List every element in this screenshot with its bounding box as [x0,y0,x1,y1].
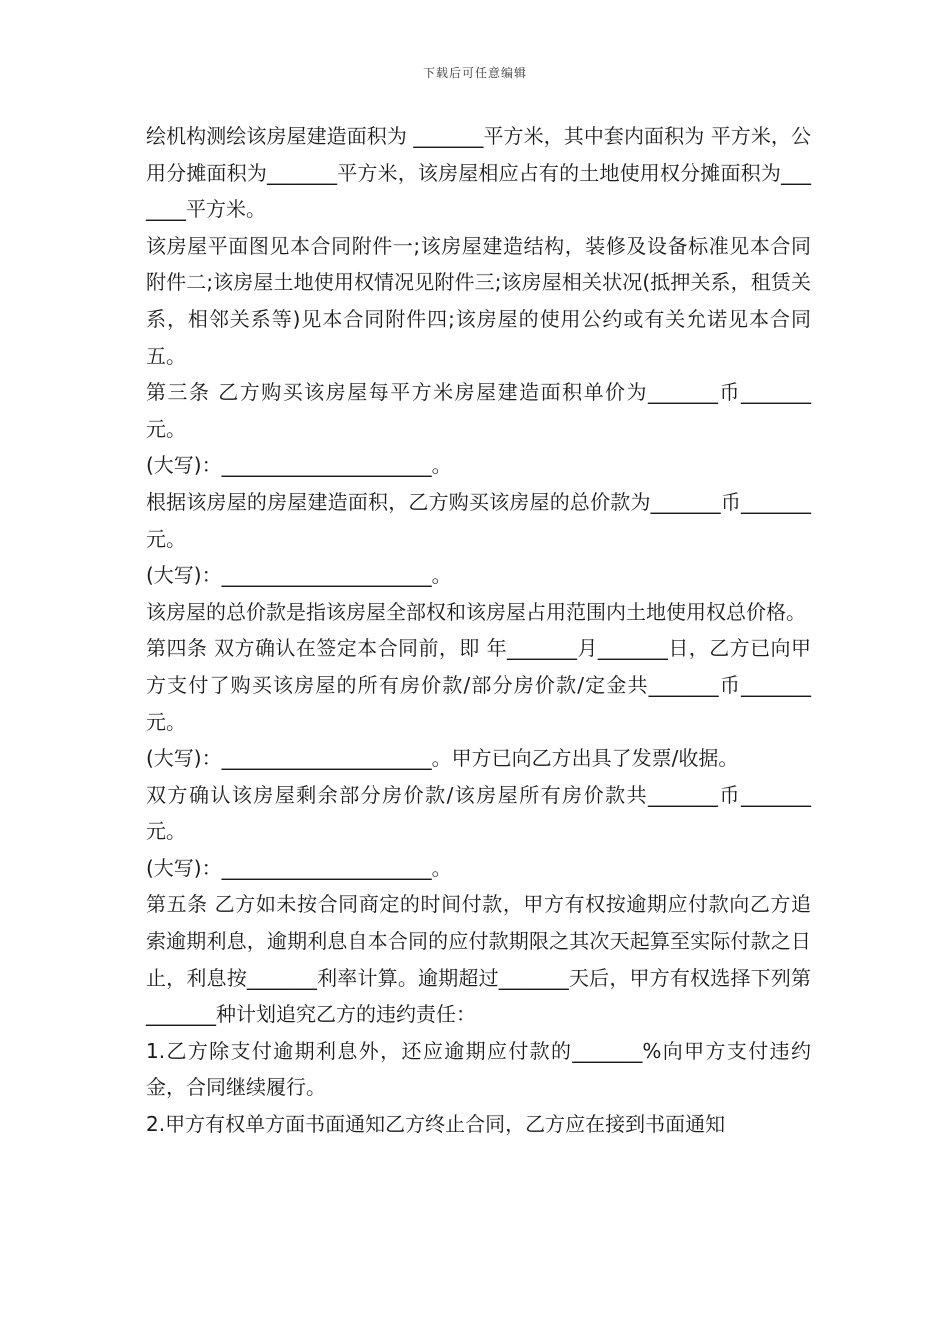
paragraph-total-price: 根据该房屋的房屋建造面积，乙方购买该房屋的总价款为_______币_______元。 [146,489,811,551]
document-body [146,118,811,1143]
paragraph-area-measurement: 绘机构测绘该房屋建造面积为 _______平方米，其中套内面积为 平方米，公用分摊面积为_______平方米，该房屋相应占有的土地使用权分摊面积为_______平方米。 [146,124,811,222]
paragraph-capital-amount: (大写)：_____________________。 [146,855,452,880]
paragraph-capital-amount: (大写)：_____________________。 [146,453,452,478]
paragraph-option-2: 2.甲方有权单方面书面通知乙方终止合同，乙方应在接到书面通知 [146,1112,726,1137]
paragraph-total-price-definition: 该房屋的总价款是指该房屋全部权和该房屋占用范围内土地使用权总价格。 [146,599,806,624]
paragraph-article-4-payment: 第四条 双方确认在签定本合同前，即 年_______月_______日，乙方已向甲方支付了购买该房屋的所有房价款/部分房价款/定金共_______币_______元。 [146,636,811,734]
page-header-note: 下载后可任意编辑 [422,66,527,80]
paragraph-attachments: 该房屋平面图见本合同附件一;该房屋建造结构，装修及设备标准见本合同附件二;该房屋土地使用权情况见附件三;该房屋相关状况(抵押关系，租赁关系，相邻关系等)见本合同附件四;该房屋的使用公约或有关允诺见本合同五。 [146,233,811,368]
paragraph-article-5-late-payment: 第五条 乙方如未按合同商定的时间付款，甲方有权按逾期应付款向乙方追索逾期利息，逾期利息自本合同的应付款期限之其次天起算至实际付款之日止，利息按_______利率计算。逾期超过_______天后，甲方有权选择下列第_______种计划追究乙方的违约责任： [146,892,811,1027]
paragraph-capital-amount-invoice: (大写)：_____________________。甲方已向乙方出具了发票/收据。 [146,746,739,771]
paragraph-capital-amount: (大写)：_____________________。 [146,563,452,588]
paragraph-remaining-payment: 双方确认该房屋剩余部分房价款/该房屋所有房价款共_______币_______元。 [146,782,811,844]
paragraph-option-1: 1.乙方除支付逾期利息外，还应逾期应付款的_______%向甲方支付违约金，合同继续履行。 [146,1038,811,1100]
paragraph-article-3-unit-price: 第三条 乙方购买该房屋每平方米房屋建造面积单价为_______币_______元。 [146,380,811,441]
